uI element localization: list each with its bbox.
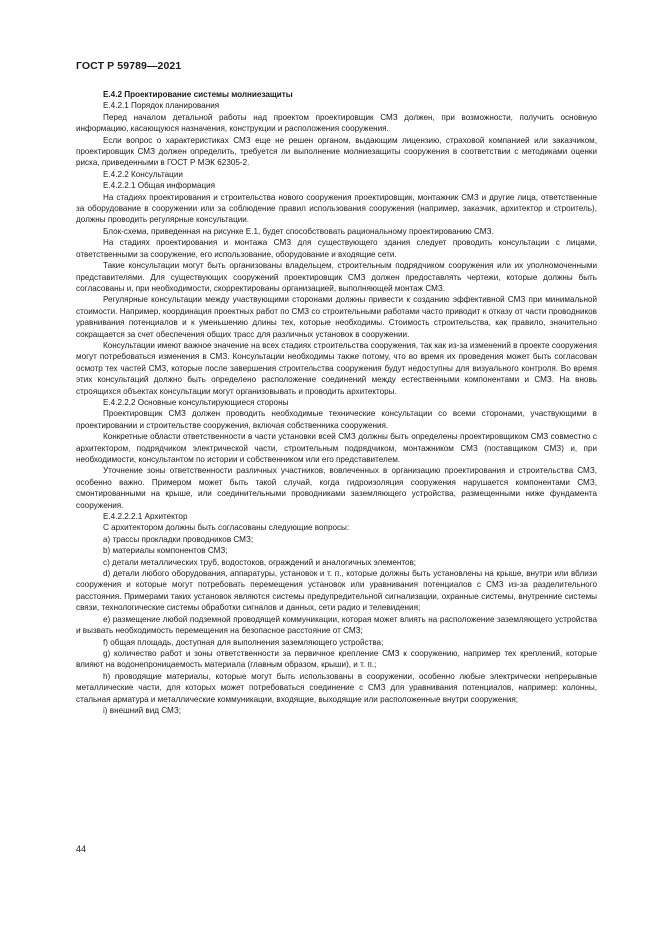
subsection-heading: Е.4.2.2 Консультации <box>103 169 183 179</box>
list-item: i) внешний вид СМЗ; <box>103 705 181 715</box>
list-item: g) количество работ и зоны ответственности за первичное крепление СМЗ к сооружению, например тех креплений, которые влияют на водонепроницаемость материала (главным образом, крыши), и т. п.; <box>76 648 597 670</box>
paragraph: На стадиях проектирования и монтажа СМЗ для существующего здания следует проводить консультации с лицами, ответственными за сооружение, его использование, оборудование и входящие сети. <box>76 238 597 259</box>
list-item: a) трассы прокладки проводников СМЗ; <box>103 534 254 544</box>
section-heading: Е.4.2 Проектирование системы молниезащиты <box>103 90 293 99</box>
paragraph: Проектировщик СМЗ должен проводить необходимые технические консультации со всеми сторонами, участвующими в проектировании и строительстве сооружения, включая собственника сооружения. <box>76 409 597 430</box>
page-number: 44 <box>76 844 87 854</box>
list-item: h) проводящие материалы, которые могут быть использованы в сооружении, особенно любые электрически непрерывные металлические части, для которых может потребоваться соединение с СМЗ для уравнивания потенциалов, например: колонны, стальная арматура и металлические коммуникации, входящие, выходящие или расположенные внутри сооружения; <box>76 671 597 704</box>
subsection-heading: Е.4.2.2.2.1 Архитектор <box>103 512 188 522</box>
paragraph: Регулярные консультации между участвующими сторонами должны привести к созданию эффективной СМЗ при минимальной стоимости. Например, координация проектных работ по СМЗ со строительными работами часто приводит к отказу от части проводников уравнивания потенциалов и к уменьшению длины тех, которые необходимы. Стоимость строительства, как правило, значительно сокращается за счет обеспечения общих трасс для различных установок в сооружении. <box>76 295 597 339</box>
paragraph: Перед началом детальной работы над проектом проектировщик СМЗ должен, при возможности, получить основную информацию, касающуюся назначения, конструкции и расположения сооружения. <box>76 112 597 134</box>
paragraph: Если вопрос о характеристиках СМЗ еще не решен органом, выдающим лицензию, страховой компанией или заказчиком, проектировщик СМЗ должен определить, требуется ли выполнение молниезащиты сооружения в соответствии с методиками оценки риска, приведенными в ГОСТ Р МЭК 62305-2. <box>76 135 597 168</box>
document-body <box>76 89 597 716</box>
subsection-heading: Е.4.2.2.1 Общая информация <box>103 181 216 191</box>
list-item: c) детали металлических труб, водостоков, ограждений и аналогичных элементов; <box>103 557 417 567</box>
list-item: d) детали любого оборудования, аппаратуры, установок и т. п., которые должны быть установлены на крыше, внутри или вблизи сооружения и которые могут потребовать перемещения установок или уравнивания потенциалов с СМЗ из-за разделительного расстояния. Примерами таких установок являются системы предупредительной сигнализации, охранные системы, внутренние системы связи, технологические системы обработки сигналов и данных, сети радио и телевидения; <box>76 569 597 613</box>
paragraph: Такие консультации могут быть организованы владельцем, строительным подрядчиком сооружения или их уполномоченными представителями. Для существующих сооружений проектировщик СМЗ должен предоставлять чертежи, которые должны быть согласованы и, при необходимости, скорректированы организацией, выполняющей монтаж СМЗ. <box>76 261 597 293</box>
subsection-heading: Е.4.2.1 Порядок планирования <box>103 101 220 111</box>
list-item: b) материалы компонентов СМЗ; <box>103 546 228 556</box>
list-item: e) размещение любой подземной проводящей коммуникации, которая может влиять на расположение заземляющего устройства и вызвать необходимость перемещения на безопасное расстояние от СМЗ; <box>76 614 597 636</box>
paragraph: Конкретные области ответственности в части установки всей СМЗ должны быть определены проектировщиком СМЗ совместно с архитектором, подрядчиком электрической части, строительным подрядчиком, монтажником СМЗ (поставщиком СМЗ) и, при необходимости, консультантом по истории и собственником или его представителем. <box>76 432 597 464</box>
paragraph: На стадиях проектирования и строительства нового сооружения проектировщик, монтажник СМЗ и другие лица, ответственные за оборудование в сооружении или за соблюдение правил использования сооружения (например, заказчик, архитектор и строитель), должны проводить регулярные консультации. <box>76 192 597 225</box>
paragraph: Консультации имеют важное значение на всех стадиях строительства сооружения, так как из-за изменений в проекте сооружения могут потребоваться изменения в СМЗ. Консультации необходимы также потому, что во время их проведения может быть согласован осмотр тех частей СМЗ, которые после завершения строительства сооружения будут недоступны для визуального контроля. Во время этих консультаций должно быть определено расположение соединений между естественными компонентами и СМЗ. На вновь строящихся объектах консультации могут организовывать и проводить архитекторы. <box>76 340 597 396</box>
subsection-heading: Е.4.2.2.2 Основные консультирующиеся стороны <box>103 397 289 407</box>
paragraph: Уточнение зоны ответственности различных участников, вовлеченных в организацию проектирования и строительства СМЗ, особенно важно. Примером может быть такой случай, когда гидроизоляция сооружения нарушается компонентами СМЗ, смонтированными на крыше, или соединительными проводниками заземляющего устройства, размещенными ниже фундамента сооружения. <box>76 466 597 510</box>
paragraph: С архитектором должны быть согласованы следующие вопросы: <box>103 523 350 533</box>
list-item: f) общая площадь, доступная для выполнения заземляющего устройства; <box>103 637 384 647</box>
document-header: ГОСТ Р 59789—2021 <box>76 60 182 72</box>
paragraph: Блок-схема, приведенная на рисунке Е.1, будет способствовать рациональному проектированию СМЗ. <box>103 226 494 236</box>
